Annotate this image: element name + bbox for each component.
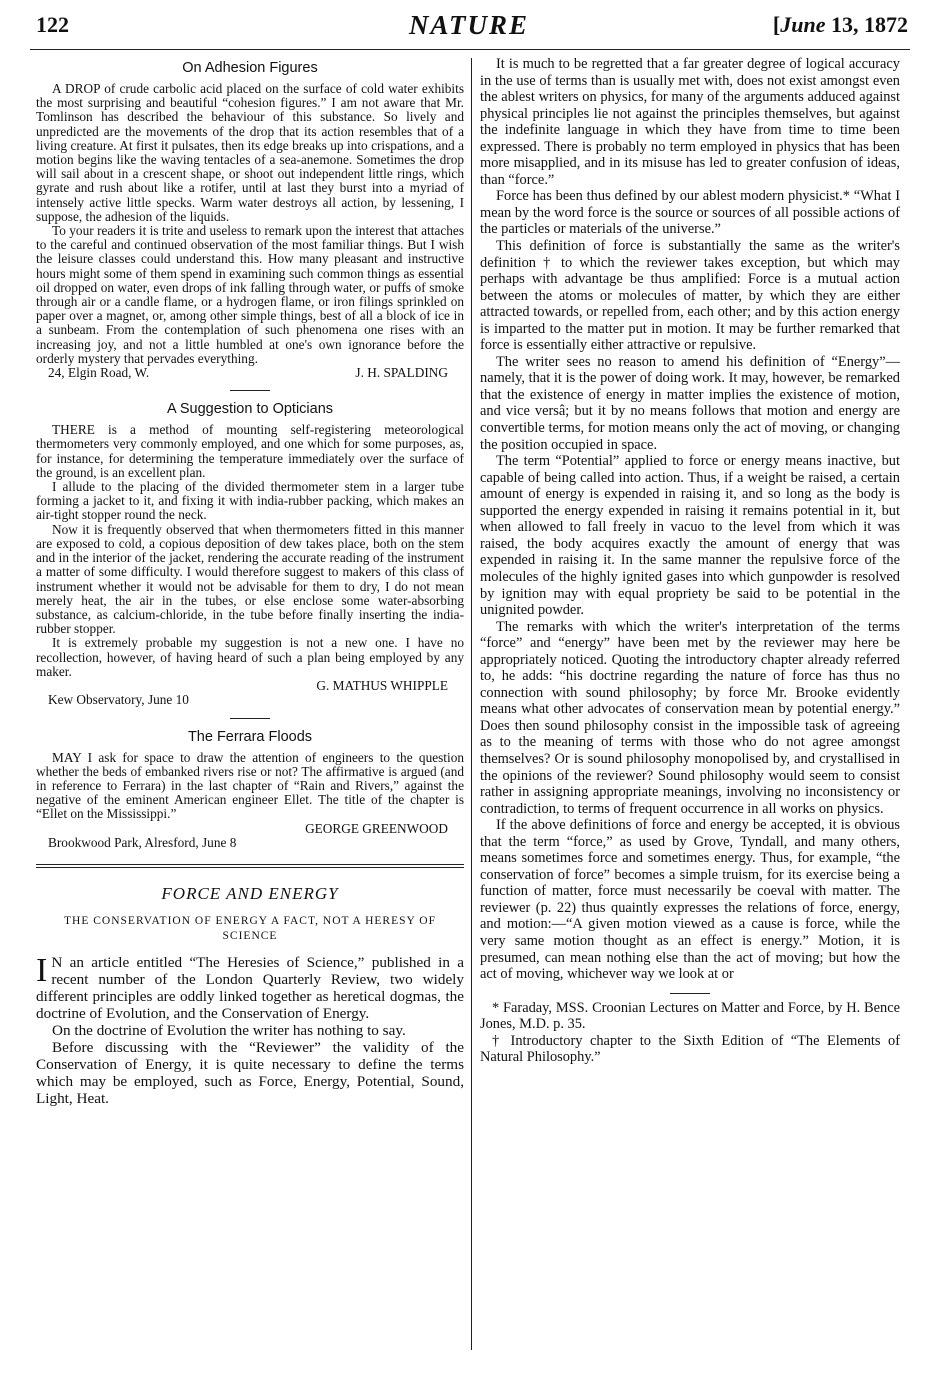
force-energy-paragraph-1-text: N an article entitled “The Heresies of Science,” published in a recent number of the London Quarterly Review, two widely different principles are oddly linked together as heretical dogmas, the doctrine of Evolution, and the Conservation of Energy. (36, 954, 464, 1023)
issue-date-month-day: June (780, 12, 826, 37)
force-energy-subtitle: THE CONSERVATION OF ENERGY A FACT, NOT A HERESY OF SCIENCE (64, 915, 436, 943)
right-paragraph-3: This definition of force is substantially the same as the writer's definition † to which the reviewer takes exception, but which may perhaps with advantage be thus amplified: Force is a mutual action between the atoms or molecules of matter, by which they are either attracted towards, or repelled from, each other; and by this action energy is imparted to the matter put in motion. It may be further remarked that force is essentially either attractive or repulsive. (480, 238, 900, 354)
ferrara-place: Brookwood Park, Alresford, June 8 (48, 834, 237, 850)
ferrara-paragraph-1: MAY I ask for space to draw the attention of engineers to the question whether the beds of embanked rivers rise or not? The affirmative is argued (and in reference to Ferrara) in the last chapter of “Rain and Rivers,” against the negative of the eminent American engineer Ellet. The title of the chapter is “Ellet on the Mississippi.” (36, 749, 464, 822)
adhesion-signature-line (36, 366, 464, 380)
opticians-place: Kew Observatory, June 10 (48, 692, 189, 708)
force-energy-paragraph-2: On the doctrine of Evolution the writer has nothing to say. (52, 1022, 406, 1040)
force-energy-title: FORCE AND ENERGY (161, 884, 339, 904)
force-energy-article (36, 884, 464, 1107)
opticians-paragraph-4: It is extremely probable my suggestion is not a new one. I have no recollection, however, of having heard of such a plan being employed by any maker. (36, 635, 464, 679)
drop-cap: I (36, 952, 48, 990)
journal-title: NATURE (408, 10, 530, 40)
opticians-paragraph-1: THERE is a method of mounting self-registering meteorological thermometers very commonly employed, and one which for some purposes, as, for instance, for determining the temperature immediately over the surface of the ground, is an excellent plan. (36, 422, 464, 480)
opticians-title: A Suggestion to Opticians (166, 401, 334, 418)
left-column (36, 56, 464, 1107)
opticians-signature-line (36, 679, 464, 693)
issue-date: [June 13, 1872 (772, 12, 908, 37)
force-energy-paragraph-1 (36, 954, 464, 1022)
right-column (480, 56, 900, 1066)
adhesion-paragraph-2: To your readers it is trite and useless to remark upon the interest that attaches to the careful and continued observation of the most familiar things. But I wish the leisure classes could understand this. How many pleasant and instructive hours might some of them spend in examining such common things as essential oil dropped on water, even drops of ink falling through water, or puffs of smoke through air or a candle flame, or a hydrogen flame, or iron filings sprinkled on paper over a magnet, or, among other simple things, best of all a block of ice in a sunbeam. From the contemplation of such phenomena one rises with an increasing joy, and not a little humbled at one's own ignorance before the orderly mystery that pervades everything. (36, 223, 464, 366)
header-rule (30, 49, 910, 50)
adhesion-paragraph-1: A DROP of crude carbolic acid placed on the surface of cold water exhibits the most surprising and beautiful “cohesion figures.” I am not aware that Mr. Tomlinson has described the behaviour of this substance. So lively and unpredicted are the movements of the drop that its action resembles that of a living creature. At first it pulsates, then its edge breaks up into crispations, and a motion begins like the waving tentacles of a sea-anemone. Sometimes the drop will sail about in a crescent shape, or shoot out independent little rings, which gyrate and rush about like a rotifer, until at last they burst into a myriad of intensely active little specks. Warm water destroys all action, by lessening, I suppose, the adhesion of the liquids. (36, 81, 464, 224)
opticians-signature: G. MATHUS WHIPPLE (316, 677, 448, 693)
section-rule (230, 390, 270, 391)
ferrara-signature-line (36, 822, 464, 836)
adhesion-title: On Adhesion Figures (182, 60, 318, 76)
right-paragraph-2: Force has been thus defined by our ablest modern physicist.* “What I mean by the word force is the source or sources of all possible actions of the particles or materials of the universe.” (480, 188, 900, 238)
ferrara-title: The Ferrara Floods (187, 728, 313, 745)
opticians-paragraph-2: I allude to the placing of the divided thermometer stem in a larger tube forming a jacket to it, and fixing it with india-rubber packing, which makes an air-tight stopper round the neck. (36, 479, 464, 523)
adhesion-address: 24, Elgin Road, W. (48, 365, 150, 381)
footnote-1: * Faraday, MSS. Croonian Lectures on Matter and Force, by H. Bence Jones, M.D. p. 35. (480, 999, 900, 1033)
opticians-paragraph-3: Now it is frequently observed that when thermometers fitted in this manner are exposed to cold, a copious deposition of dew takes place, both on the stem and in the interior of the jacket, rendering the accurate reading of the instrument a matter of some difficulty. I would therefore suggest to makers of this class of instrument whether it would not be advisable for them to dry, I do not mean merely heat, the air in the tubes, or else enclose some water-absorbing substance, as calcium-chloride, in the tube before finally inserting the india-rubber stopper. (36, 521, 464, 637)
page-number: 122 (36, 12, 69, 37)
adhesion-signature: J. H. SPALDING (355, 365, 448, 381)
ferrara-signature: GEORGE GREENWOOD (305, 820, 448, 836)
right-paragraph-5: The term “Potential” applied to force or energy means inactive, but capable of being called into action. Thus, if a weight be raised, a certain amount of energy is expended in raising it, and so long as the body is supported the energy expended in raising it remains potential in it, but when allowed to fall freely in vacuo to the level from which it was raised, the body acquires exactly the amount of energy that was expended in raising it. In the same manner the repulsive force of the molecules of the highly ignited gases into which gunpowder is resolved by ignition may with equal propriety be said to be potential in the unignited powder. (480, 453, 900, 619)
force-energy-paragraph-3: Before discussing with the “Reviewer” the validity of the Conservation of Energy, it is quite necessary to define the terms which may be employed, such as Force, Energy, Potential, Sound, Light, Heat. (36, 1039, 464, 1108)
footnote-rule (670, 993, 710, 994)
article-separator (36, 864, 464, 868)
right-paragraph-7: If the above definitions of force and energy be accepted, it is obvious that the term “force,” as used by Grove, Tyndall, and many others, means sometimes force and sometimes energy. Thus, for example, “the conservation of force” becomes a simple truism, for its exercise being a function of matter, force must necessarily be coeval with matter. The reviewer (p. 22) thus quaintly expresses the relations of force, energy, and motion:—“A given motion viewed as a cause is force, while the very same motion thought as an effect is energy.” Motion, it is presumed, can mean nothing else than the act of moving; but how the act of moving, whichever way we look at or (480, 817, 900, 983)
page-header (0, 0, 938, 52)
issue-date-rest: 13, 1872 (825, 12, 908, 37)
section-rule (230, 718, 270, 719)
column-divider (471, 58, 472, 1350)
footnote-2: † Introductory chapter to the Sixth Edition of “The Elements of Natural Philosophy.” (480, 1032, 900, 1066)
right-paragraph-1: It is much to be regretted that a far greater degree of logical accuracy in the use of terms than is usually met with, does not exist amongst even the ablest writers on physics, for many of the arguments adduced against physical principles lie not against the principles themselves, but against the indefinite language in which they have from time to time been expressed. There is probably no term employed in physics that has been more misapplied, and in its misuse has led to greater confusion of ideas, than “force.” (480, 56, 900, 188)
right-paragraph-4: The writer sees no reason to amend his definition of “Energy”—namely, that it is the power of doing work. It may, however, be remarked that the existence of energy in matter implies the existence of motion, and vice versâ; but it by no means follows that motion and energy are convertible terms, for motion means only the act of moving, or changing the position occupied in space. (480, 353, 900, 453)
right-paragraph-6: The remarks with which the writer's interpretation of the terms “force” and “energy” have been met by the reviewer may here be appropriately noticed. Quoting the introductory chapter already referred to, he adds: “his doctrine regarding the nature of force has thus no connection with sound philosophy; by force Mr. Brooke evidently means what other advocates of conservation mean by potential energy.” Does then sound philosophy consist in the impossible task of agreeing as to the meaning of terms with those who do not agree amongst themselves? Or is sound philosophy monopolised by, and crystallised in the opinions of the reviewer? Sound philosophy would seem to consist rather in assigning appropriate meanings, involving no inconsistency or contradiction, to terms of frequent occurrence in all works on physics. (480, 618, 900, 817)
